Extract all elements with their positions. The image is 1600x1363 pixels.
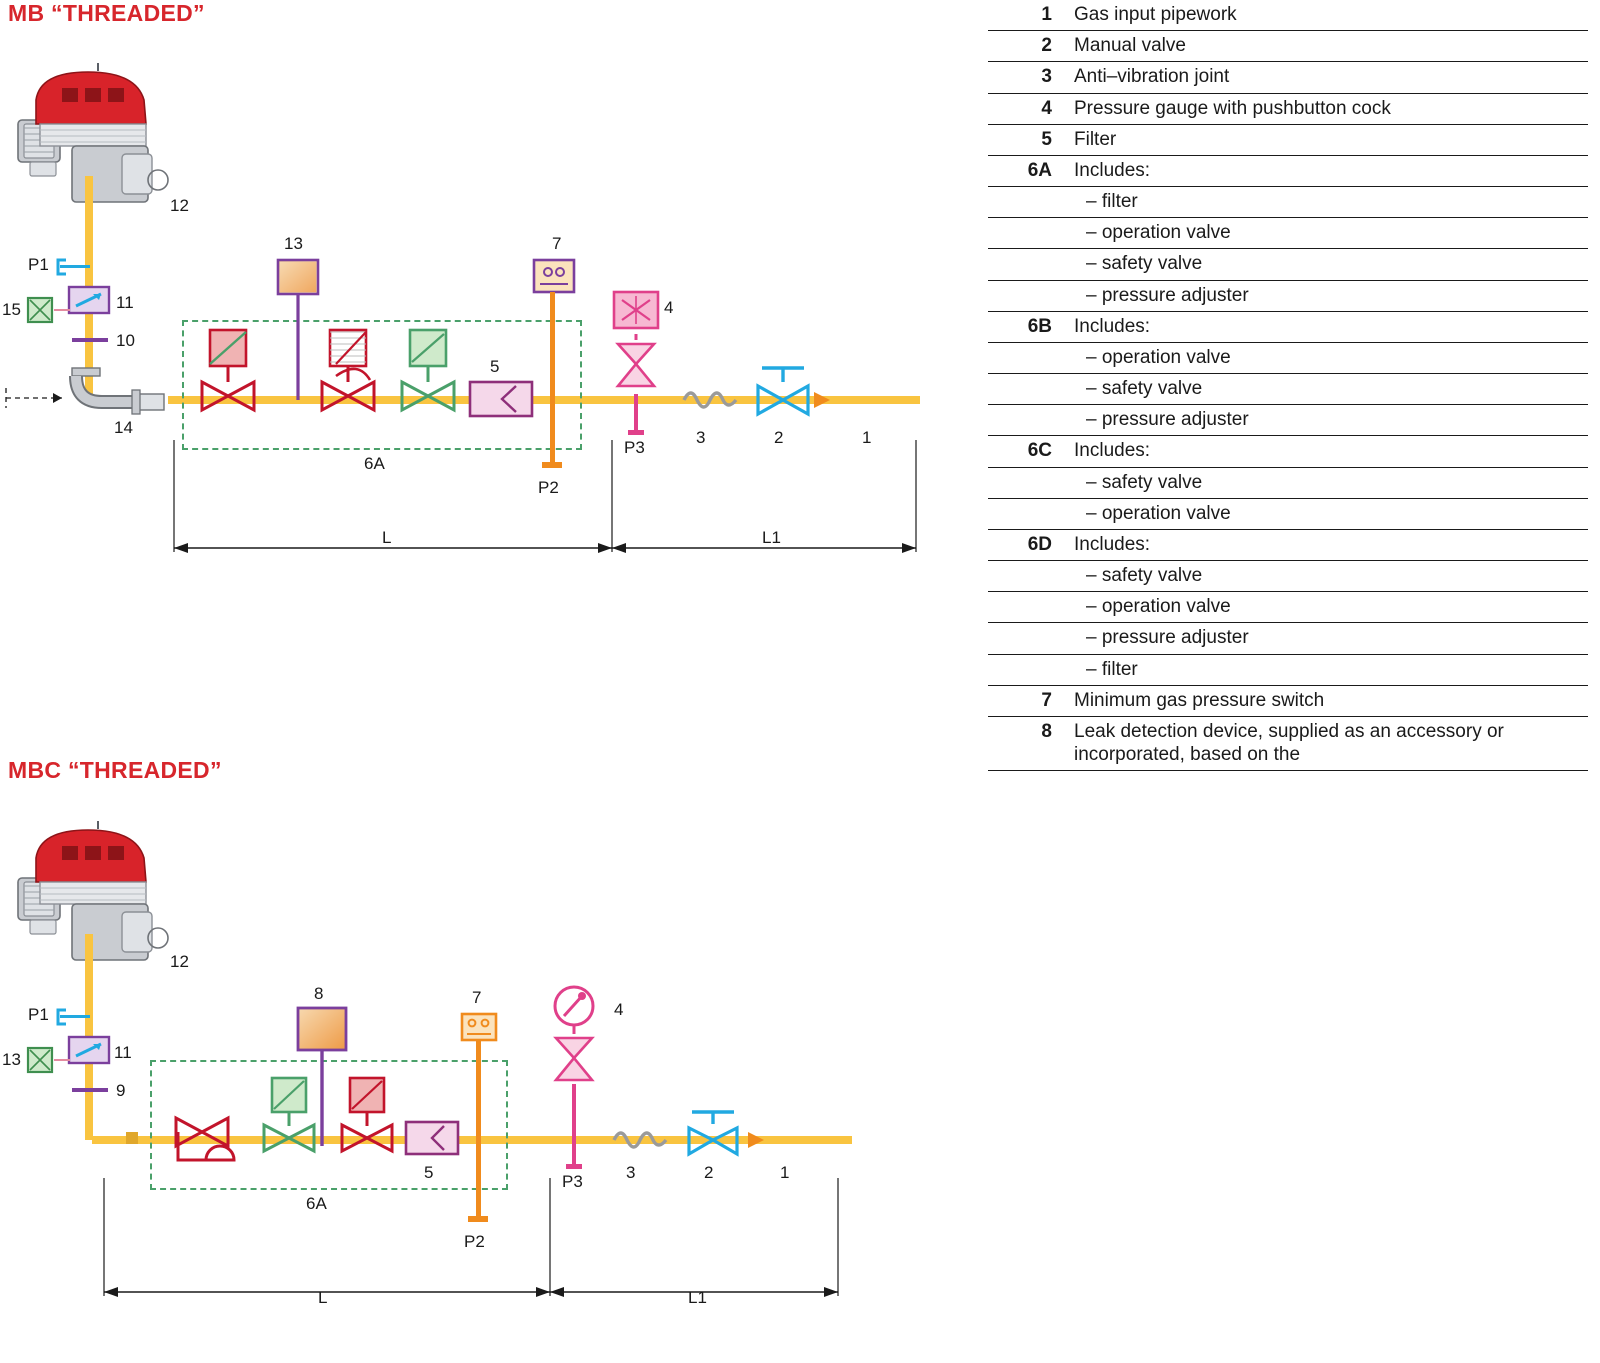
legend-row	[988, 312, 1588, 343]
label-mb-12: 12	[170, 196, 189, 215]
label-mbc-5: 5	[424, 1163, 434, 1182]
item-13-link-mbc	[54, 1059, 70, 1061]
item-15-icon	[26, 296, 54, 324]
label-mb-11: 11	[116, 293, 134, 312]
burner-unit-icon	[10, 62, 190, 227]
label-mb-p3: P3	[624, 438, 645, 457]
legend-row	[988, 31, 1588, 62]
legend-row	[988, 405, 1588, 436]
min-pressure-switch-icon-mb	[532, 258, 576, 294]
legend-item-text: – operation valve	[1086, 346, 1231, 368]
label-mb-p1: P1	[28, 255, 49, 274]
label-mb-15: 15	[2, 300, 21, 319]
dimension-lines-mbc	[98, 1178, 858, 1303]
legend-item-number: 4	[1041, 97, 1052, 119]
label-mbc-7: 7	[472, 988, 482, 1007]
legend-item-number: 7	[1041, 689, 1052, 711]
label-mbc-4: 4	[614, 1000, 624, 1019]
label-mb-1: 1	[862, 428, 872, 447]
diagram-title-mbc: MBC “THREADED”	[8, 757, 222, 783]
legend-row	[988, 561, 1588, 592]
safety-valve-icon-mbc	[172, 1110, 244, 1182]
legend-item-number: 6D	[1027, 533, 1052, 555]
label-mb-2: 2	[774, 428, 784, 447]
legend-item-text: Gas input pipework	[1074, 4, 1237, 25]
operation-valve-icon-mb	[316, 330, 402, 410]
item-9-bar	[72, 1088, 108, 1092]
pipe-tee-mbc	[126, 1132, 142, 1148]
item-15-link	[54, 309, 70, 311]
legend-row	[988, 686, 1588, 717]
label-mbc-13: 13	[2, 1050, 21, 1069]
p3-foot-mbc	[566, 1164, 582, 1169]
manual-valve-icon-mbc	[684, 1108, 742, 1160]
legend-row	[988, 125, 1588, 156]
legend-row	[988, 156, 1588, 187]
gauge-cock-icon-mb	[612, 334, 660, 394]
legend-item-text: Includes:	[1074, 315, 1151, 337]
label-mbc-12: 12	[170, 952, 189, 971]
legend-item-text: Anti–vibration joint	[1074, 66, 1230, 88]
p1-tap-icon	[56, 258, 70, 276]
label-mb-p2: P2	[538, 478, 559, 497]
legend-item-text: – safety valve	[1086, 253, 1203, 275]
legend-item-text: – pressure adjuster	[1086, 627, 1249, 649]
legend-item-text: – operation valve	[1086, 596, 1231, 618]
legend-row	[988, 374, 1588, 405]
legend-table	[988, 0, 1588, 771]
pressure-gauge-icon-mbc	[552, 984, 600, 1028]
legend-item-text: Includes:	[1074, 440, 1151, 462]
legend-item-number: 6C	[1027, 440, 1052, 462]
legend-item-text: – operation valve	[1086, 222, 1231, 244]
p1-tap-icon-mbc	[56, 1008, 70, 1026]
legend-item-text: – safety valve	[1086, 565, 1203, 587]
servomotor-icon-mbc	[68, 1036, 110, 1064]
legend-row	[988, 623, 1588, 654]
pipe-vertical-mb	[85, 176, 93, 296]
legend-row	[988, 249, 1588, 280]
legend-item-number: 2	[1041, 35, 1052, 57]
burner-unit-icon-mbc	[10, 820, 190, 985]
legend-row	[988, 717, 1588, 771]
gauge-cock-icon-mbc	[552, 1026, 600, 1088]
legend-item-text: Includes:	[1074, 533, 1151, 555]
label-mb-dim-l: L	[382, 528, 392, 547]
legend-row	[988, 343, 1588, 374]
pipe-vertical-mbc	[85, 934, 93, 1050]
label-mb-10: 10	[116, 331, 135, 350]
legend-item-number: 8	[1041, 720, 1052, 742]
label-mbc-dim-l1: L1	[688, 1288, 707, 1307]
legend-item-text: Leak detection device, supplied as an accessory or incorporated, based on the	[1074, 720, 1504, 766]
legend-item-text: – filter	[1086, 191, 1138, 213]
flow-arrow-mbc	[740, 1128, 770, 1152]
label-mb-14: 14	[114, 418, 133, 437]
legend-item-text: – filter	[1086, 658, 1138, 680]
label-mbc-11: 11	[114, 1043, 132, 1062]
manual-valve-icon-mb	[752, 364, 814, 420]
legend-item-number: 3	[1041, 66, 1052, 88]
item-13-green-icon-mbc	[26, 1046, 54, 1074]
legend-item-number: 1	[1041, 4, 1052, 25]
pressure-adjuster-icon-mbc	[336, 1078, 400, 1150]
label-mbc-p1: P1	[28, 1005, 49, 1024]
legend-item-text: – pressure adjuster	[1086, 284, 1249, 306]
servomotor-icon-mb	[68, 286, 110, 314]
legend-item-number: 5	[1041, 128, 1052, 150]
item-13-icon-mb	[276, 258, 320, 404]
legend-row	[988, 436, 1588, 467]
label-mbc-p3: P3	[562, 1172, 583, 1191]
anti-vibration-joint-icon-mb	[682, 384, 738, 416]
label-mbc-1: 1	[780, 1163, 790, 1182]
legend-row	[988, 62, 1588, 93]
p3-foot-mb	[628, 430, 644, 435]
p2-line-mb	[550, 292, 555, 464]
label-mbc-2: 2	[704, 1163, 714, 1182]
pressure-adjuster-icon-mb	[396, 330, 460, 410]
elbow-flange-icon-mb	[0, 366, 175, 426]
pressure-gauge-icon-mb	[612, 290, 660, 332]
legend-row	[988, 218, 1588, 249]
label-mb-dim-l1: L1	[762, 528, 781, 547]
anti-vibration-joint-icon-mbc	[612, 1124, 668, 1156]
item-10-bar	[72, 338, 108, 342]
legend-row	[988, 187, 1588, 218]
min-pressure-switch-icon-mbc	[460, 1012, 498, 1042]
legend-row	[988, 281, 1588, 312]
safety-valve-icon-mb-1	[196, 330, 256, 410]
legend-item-text: – safety valve	[1086, 378, 1203, 400]
legend-item-text: – pressure adjuster	[1086, 409, 1249, 431]
label-mb-7: 7	[552, 234, 562, 253]
legend-row	[988, 655, 1588, 686]
label-mb-4: 4	[664, 298, 674, 317]
label-mb-6a: 6A	[364, 454, 385, 473]
legend-item-text: – safety valve	[1086, 471, 1203, 493]
legend-item-number: 6B	[1027, 315, 1052, 337]
label-mb-13: 13	[284, 234, 303, 253]
label-mbc-3: 3	[626, 1163, 636, 1182]
label-mb-5: 5	[490, 357, 500, 376]
legend-item-text: Pressure gauge with pushbutton cock	[1074, 97, 1391, 119]
legend-item-text: – operation valve	[1086, 502, 1231, 524]
legend-row	[988, 499, 1588, 530]
legend-item-text: Manual valve	[1074, 35, 1186, 57]
label-mbc-dim-l: L	[318, 1288, 328, 1307]
legend-item-text: Minimum gas pressure switch	[1074, 689, 1325, 711]
label-mbc-6a: 6A	[306, 1194, 327, 1213]
filter-icon-mbc	[404, 1120, 460, 1160]
legend-row	[988, 530, 1588, 561]
legend-item-text: Includes:	[1074, 159, 1151, 181]
label-mbc-9: 9	[116, 1081, 126, 1100]
label-mbc-8: 8	[314, 984, 324, 1003]
label-mbc-p2: P2	[464, 1232, 485, 1251]
filter-icon-mb	[468, 380, 534, 422]
legend-row	[988, 468, 1588, 499]
legend-row	[988, 592, 1588, 623]
p3-line-mb	[634, 394, 638, 434]
legend-item-number: 6A	[1027, 159, 1052, 181]
dimension-lines-mb	[168, 440, 928, 560]
legend-item-text: Filter	[1074, 128, 1117, 150]
label-mb-3: 3	[696, 428, 706, 447]
legend-row	[988, 94, 1588, 125]
p3-line-mbc	[572, 1084, 576, 1168]
legend-row	[988, 0, 1588, 31]
diagram-title-mb: MB “THREADED”	[8, 0, 205, 26]
